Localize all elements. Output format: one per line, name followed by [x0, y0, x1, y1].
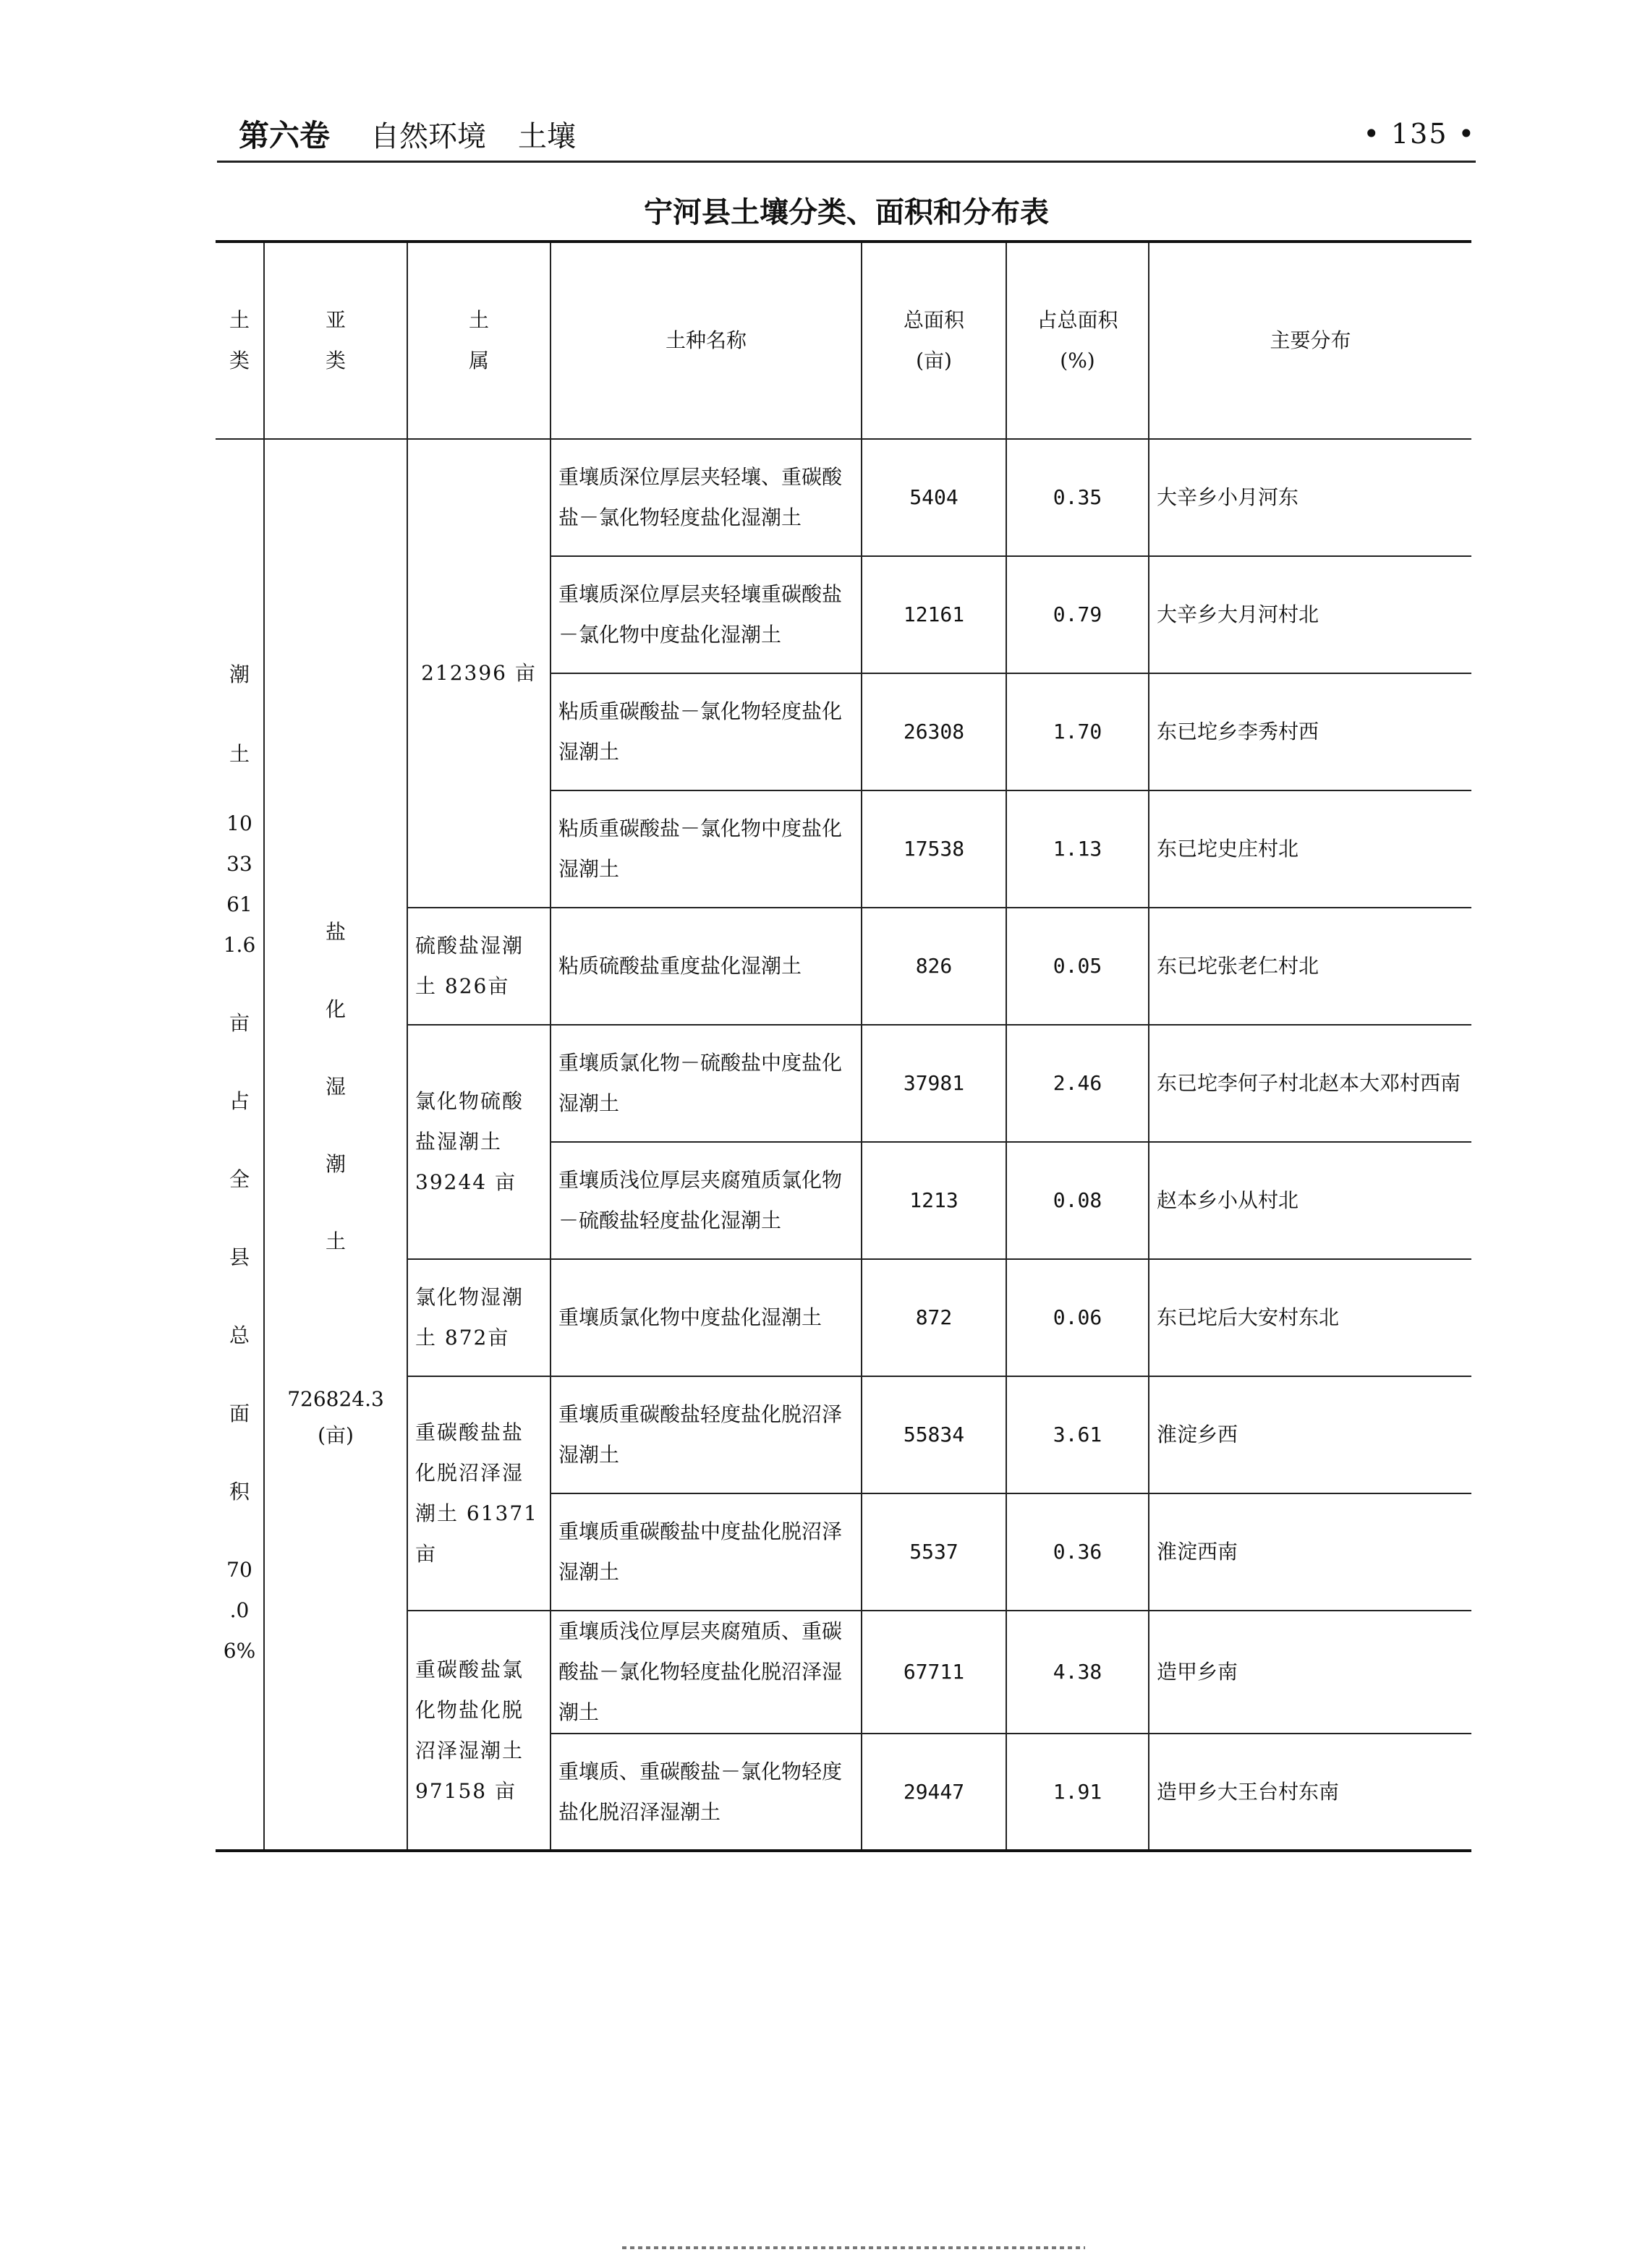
col-header-soil-class-line1: 土 [229, 308, 250, 332]
subsection-label: 土壤 [518, 120, 577, 153]
table-row [216, 439, 1471, 556]
soil-class-cell [216, 439, 264, 1851]
soil-class-char: 1.6 [223, 932, 256, 957]
subclass-char: 土 [325, 1229, 346, 1253]
subclass-char: 湿 [325, 1075, 346, 1099]
distribution-cell: 东已坨乡李秀村西 [1149, 673, 1471, 790]
volume-label: 第六卷 [239, 118, 331, 153]
col-header-percent-line1: 占总面积 [1037, 308, 1118, 332]
soil-class-char: .0 [229, 1598, 250, 1622]
distribution-cell: 赵本乡小从村北 [1149, 1142, 1471, 1259]
distribution-cell: 淮淀西南 [1149, 1493, 1471, 1611]
distribution-cell: 造甲乡南 [1149, 1611, 1471, 1734]
col-header-total-area-line2: (亩) [916, 349, 952, 372]
area-cell: 5537 [862, 1493, 1006, 1611]
species-name: 重壤质重碳酸盐轻度盐化脱沼泽湿潮土 [551, 1376, 862, 1493]
col-header-percent-line2: (%) [1060, 349, 1095, 372]
distribution-cell: 造甲乡大王台村东南 [1149, 1734, 1471, 1851]
percent-cell: 1.13 [1006, 790, 1149, 908]
area-cell: 1213 [862, 1142, 1006, 1259]
subclass-char: 化 [325, 997, 346, 1021]
section-label: 自然环境 [370, 120, 487, 153]
area-cell: 55834 [862, 1376, 1006, 1493]
subclass-chars [272, 835, 399, 1454]
col-header-distribution: 主要分布 [1149, 242, 1471, 439]
soil-class-char: 10 [226, 811, 252, 835]
area-cell: 5404 [862, 439, 1006, 556]
header-left [239, 112, 576, 155]
soil-class-char: 总 [229, 1323, 250, 1347]
soil-class-char: 县 [229, 1245, 250, 1269]
percent-cell: 0.36 [1006, 1493, 1149, 1611]
species-name: 重壤质、重碳酸盐－氯化物轻度盐化脱沼泽湿潮土 [551, 1734, 862, 1851]
area-cell: 29447 [862, 1734, 1006, 1851]
col-header-genus [407, 242, 551, 439]
soil-class-char: 亩 [229, 1010, 250, 1035]
soil-class-char: 潮 [229, 662, 250, 686]
soil-class-char: 33 [226, 851, 252, 876]
header-rule [217, 161, 1476, 163]
percent-cell: 1.70 [1006, 673, 1149, 790]
area-cell: 26308 [862, 673, 1006, 790]
percent-cell: 0.05 [1006, 908, 1149, 1025]
species-name: 重壤质深位厚层夹轻壤、重碳酸盐－氯化物轻度盐化湿潮土 [551, 439, 862, 556]
col-header-percent [1006, 242, 1149, 439]
species-name: 粘质重碳酸盐－氯化物中度盐化湿潮土 [551, 790, 862, 908]
species-name: 重壤质重碳酸盐中度盐化脱沼泽湿潮土 [551, 1493, 862, 1611]
genus-cell: 氯化物湿潮土 872亩 [407, 1259, 551, 1376]
subclass-area: 726824.3 [287, 1387, 384, 1411]
scan-artifact-dotted-line [622, 2246, 1085, 2249]
soil-class-char: 6% [223, 1638, 256, 1663]
area-cell: 17538 [862, 790, 1006, 908]
soil-class-char: 积 [229, 1479, 250, 1504]
percent-cell: 2.46 [1006, 1025, 1149, 1142]
soil-class-chars [223, 618, 256, 1671]
percent-cell: 4.38 [1006, 1611, 1149, 1734]
area-cell: 37981 [862, 1025, 1006, 1142]
percent-cell: 3.61 [1006, 1376, 1149, 1493]
distribution-cell: 东已坨张老仁村北 [1149, 908, 1471, 1025]
species-name: 重壤质深位厚层夹轻壤重碳酸盐－氯化物中度盐化湿潮土 [551, 556, 862, 673]
genus-cell: 硫酸盐湿潮土 826亩 [407, 908, 551, 1025]
col-header-species-name: 土种名称 [551, 242, 862, 439]
species-name: 重壤质氯化物－硫酸盐中度盐化湿潮土 [551, 1025, 862, 1142]
distribution-cell: 东已坨后大安村东北 [1149, 1259, 1471, 1376]
soil-classification-table [216, 240, 1471, 1852]
col-header-subclass-line2: 类 [325, 349, 346, 372]
species-name: 粘质重碳酸盐－氯化物轻度盐化湿潮土 [551, 673, 862, 790]
percent-cell: 0.79 [1006, 556, 1149, 673]
soil-class-char: 全 [229, 1167, 250, 1191]
col-header-genus-line1: 土 [468, 308, 489, 332]
distribution-cell: 东已坨李何子村北赵本大邓村西南 [1149, 1025, 1471, 1142]
distribution-cell: 东已坨史庄村北 [1149, 790, 1471, 908]
col-header-soil-class [216, 242, 264, 439]
col-header-soil-class-line2: 类 [229, 349, 250, 372]
species-name: 重壤质浅位厚层夹腐殖质、重碳酸盐－氯化物轻度盐化脱沼泽湿潮土 [551, 1611, 862, 1734]
table-header-row [216, 242, 1471, 439]
soil-class-char: 面 [229, 1401, 250, 1425]
species-name: 重壤质氯化物中度盐化湿潮土 [551, 1259, 862, 1376]
subclass-char: 潮 [325, 1152, 346, 1176]
area-cell: 12161 [862, 556, 1006, 673]
area-cell: 67711 [862, 1611, 1006, 1734]
area-cell: 826 [862, 908, 1006, 1025]
genus-cell: 氯化物硫酸盐湿潮土 39244 亩 [407, 1025, 551, 1259]
col-header-total-area [862, 242, 1006, 439]
percent-cell: 0.06 [1006, 1259, 1149, 1376]
col-header-total-area-line1: 总面积 [903, 308, 964, 332]
subclass-area-unit: (亩) [318, 1423, 354, 1447]
soil-class-char: 70 [226, 1557, 252, 1582]
col-header-subclass [264, 242, 407, 439]
genus-cell: 重碳酸盐盐化脱沼泽湿潮土 61371 亩 [407, 1376, 551, 1611]
percent-cell: 1.91 [1006, 1734, 1149, 1851]
genus-cell: 212396 亩 [407, 439, 551, 908]
page-number: • 135 • [1363, 118, 1476, 150]
soil-class-char: 土 [229, 741, 250, 766]
percent-cell: 0.08 [1006, 1142, 1149, 1259]
genus-cell: 重碳酸盐氯化物盐化脱沼泽湿潮土 97158 亩 [407, 1611, 551, 1851]
subclass-char: 盐 [325, 920, 346, 944]
distribution-cell: 大辛乡小月河东 [1149, 439, 1471, 556]
species-name: 粘质硫酸盐重度盐化湿潮土 [551, 908, 862, 1025]
distribution-cell: 大辛乡大月河村北 [1149, 556, 1471, 673]
percent-cell: 0.35 [1006, 439, 1149, 556]
table-title: 宁河县土壤分类、面积和分布表 [644, 196, 1049, 229]
page-header [239, 108, 1476, 159]
soil-class-char: 61 [226, 892, 252, 916]
subclass-cell [264, 439, 407, 1851]
col-header-subclass-line1: 亚 [325, 308, 346, 332]
species-name: 重壤质浅位厚层夹腐殖质氯化物－硫酸盐轻度盐化湿潮土 [551, 1142, 862, 1259]
area-cell: 872 [862, 1259, 1006, 1376]
soil-class-char: 占 [229, 1088, 250, 1113]
col-header-genus-line2: 属 [468, 349, 489, 372]
distribution-cell: 淮淀乡西 [1149, 1376, 1471, 1493]
